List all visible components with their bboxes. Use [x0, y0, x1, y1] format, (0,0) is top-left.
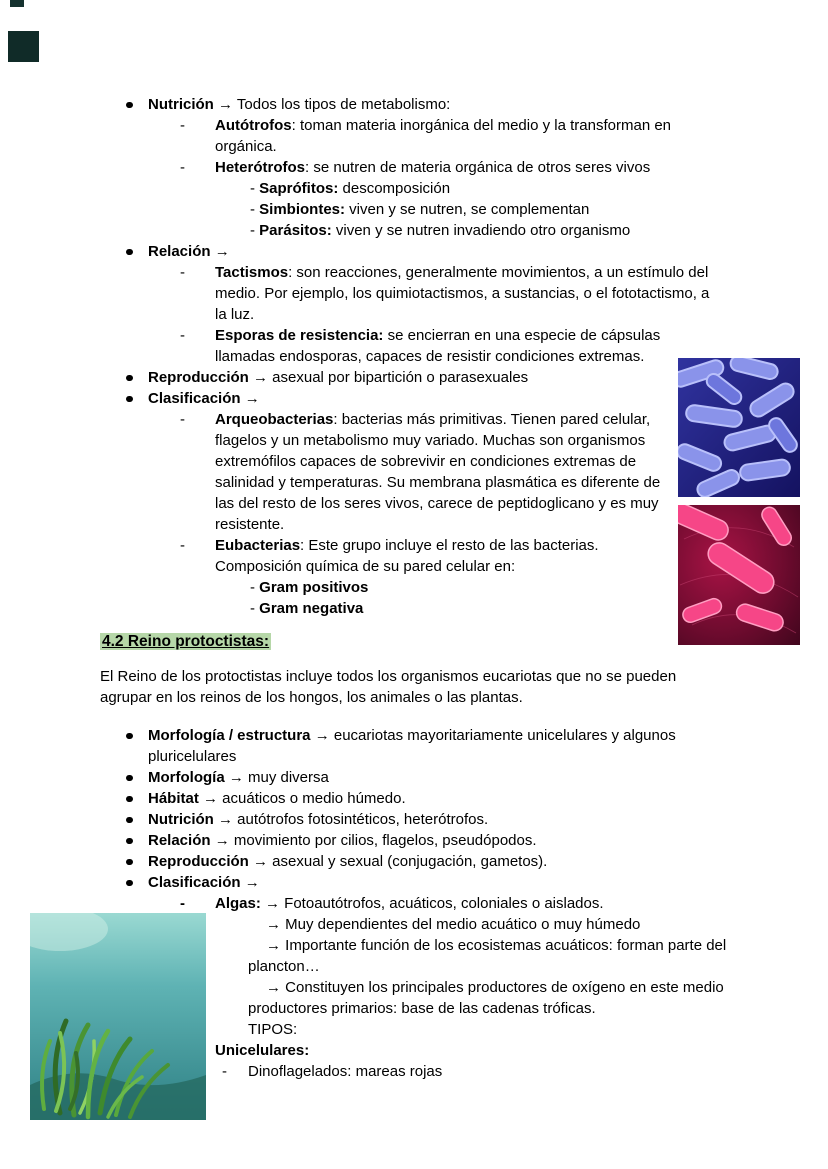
item-term: Saprófitos: — [259, 180, 339, 197]
bullet-icon — [126, 725, 148, 739]
bullet-icon — [126, 241, 148, 255]
item-term: Reproducción — [148, 853, 249, 870]
bullet-item-nutricion — [100, 94, 730, 115]
item-text — [148, 809, 488, 830]
item-desc: : bacterias más primitivas. Tienen pared celular, flagelos y un metabolismo muy variado. Muchas son organismos extremófilos capaces de sobrevivir en condiciones extremas de salinidad y temperaturas. Su membrana plasmática es diferente de las del resto de los seres vivos, carece de peptidoglicano y es muy resistente. — [215, 411, 661, 533]
item-desc: → Todos los tipos de metabolismo: — [213, 96, 451, 113]
bullet-dot-icon — [126, 733, 133, 740]
section-heading-row — [100, 631, 730, 652]
item-term: Morfología — [148, 769, 225, 786]
algas-line: → Muy dependientes del medio acuático o muy húmedo — [266, 916, 641, 933]
bacteria-micrograph-pink — [678, 505, 800, 645]
algas-line: → Importante función de los ecosistemas acuáticos: forman parte del plancton… — [248, 937, 727, 975]
item-desc: → Fotoautótrofos, acuáticos, coloniales o aislados. — [260, 895, 604, 912]
item-term: Tactismos — [215, 264, 289, 281]
item-term: Eubacterias — [215, 537, 301, 554]
item-term: Gram positivos — [259, 579, 369, 596]
dash-item-arqueobacterias — [100, 409, 730, 535]
dash-icon: - — [180, 895, 185, 912]
item-text — [215, 893, 604, 914]
item-term: Heterótrofos — [215, 159, 306, 176]
bullet-item-reproduccion-2 — [100, 851, 730, 872]
bullet-dot-icon — [126, 859, 133, 866]
item-text — [215, 157, 650, 178]
bullet-dot-icon — [126, 249, 133, 256]
item-text — [148, 241, 230, 262]
dash-icon: - — [180, 264, 185, 281]
item-term: Algas: — [215, 895, 261, 912]
item-text — [148, 767, 329, 788]
item-text — [148, 830, 537, 851]
item-desc: → asexual y sexual (conjugación, gametos). — [248, 853, 548, 870]
dash-item-tactismos — [100, 262, 730, 325]
item-text — [148, 872, 260, 893]
sub-item-gram-positivos — [100, 577, 730, 598]
item-desc: → acuáticos o medio húmedo. — [198, 790, 406, 807]
item-desc: se encierran en una especie de cápsulas llamadas endosporas, capaces de resistir condiciones extremas. — [215, 327, 661, 365]
item-desc: → — [210, 243, 230, 260]
bacteria-micrograph-blue — [678, 358, 800, 497]
bullet-icon — [126, 788, 148, 802]
bullet-item-morfologia — [100, 767, 730, 788]
item-prefix: - — [250, 201, 260, 218]
item-term: Parásitos: — [259, 222, 332, 239]
bullet-icon — [126, 388, 148, 402]
corner-mark-top — [10, 0, 24, 7]
bullet-item-nutricion-2 — [100, 809, 730, 830]
item-text — [215, 409, 663, 535]
dash-item-heterotrofos — [100, 157, 730, 178]
algas-line: → Constituyen los principales productores de oxígeno en este medio productores primarios: base de las cadenas tróficas. — [248, 979, 724, 1017]
item-text — [215, 325, 720, 367]
item-text — [148, 788, 406, 809]
bullet-item-relacion — [100, 241, 730, 262]
bullet-item-habitat — [100, 788, 730, 809]
sub-item-simbiontes — [100, 199, 730, 220]
dash-icon: - — [180, 537, 185, 554]
item-prefix: - — [250, 579, 260, 596]
bullet-icon — [126, 809, 148, 823]
item-term: Simbiontes: — [259, 201, 346, 218]
item-desc: descomposición — [338, 180, 451, 197]
item-desc: viven y se nutren invadiendo otro organismo — [331, 222, 631, 239]
underwater-algae-photo — [30, 913, 206, 1120]
dash-icon: - — [180, 327, 185, 344]
item-desc: → — [240, 874, 260, 891]
item-term: Relación — [148, 243, 211, 260]
item-desc: : se nutren de materia orgánica de otros seres vivos — [305, 159, 651, 176]
bullet-dot-icon — [126, 102, 133, 109]
dash-item-autotrofos — [100, 115, 730, 157]
bullet-dot-icon — [126, 775, 133, 782]
bullet-dot-icon — [126, 396, 133, 403]
bullet-icon — [126, 851, 148, 865]
item-term: Clasificación — [148, 874, 241, 891]
item-desc: → — [240, 390, 260, 407]
item-term: Autótrofos — [215, 117, 292, 134]
item-desc: : toman materia inorgánica del medio y la transforman en orgánica. — [215, 117, 672, 155]
item-text — [215, 535, 599, 577]
unicelulares-label: Unicelulares: — [215, 1042, 310, 1059]
section-heading: 4.2 Reino protoctistas: — [102, 633, 270, 650]
sub-item-parasitos — [100, 220, 730, 241]
item-text — [215, 262, 720, 325]
bullet-dot-icon — [126, 375, 133, 382]
item-term: Esporas de resistencia: — [215, 327, 384, 344]
item-desc: : son reacciones, generalmente movimientos, a un estímulo del medio. Por ejemplo, los quimiotactismos, a sustancias, o el fototactismo, a la luz. — [215, 264, 710, 323]
item-text — [148, 94, 450, 115]
bullet-dot-icon — [126, 796, 133, 803]
item-text — [148, 851, 547, 872]
section-intro-paragraph: El Reino de los protoctistas incluye todos los organismos eucariotas que no se pueden agrupar en los reinos de los hongos, los animales o las plantas. — [100, 668, 677, 706]
item-desc: → eucariotas mayoritariamente unicelulares y algunos pluricelulares — [148, 727, 676, 765]
bullet-item-clasificacion — [100, 388, 730, 409]
bullet-item-relacion-2 — [100, 830, 730, 851]
dash-item-eubacterias — [100, 535, 730, 577]
item-desc: → movimiento por cilios, flagelos, pseudópodos. — [210, 832, 537, 849]
dash-icon: - — [222, 1063, 227, 1080]
bullet-dot-icon — [126, 838, 133, 845]
algas-detail-lines — [248, 914, 748, 1040]
item-text — [148, 367, 528, 388]
item-text: Dinoflagelados: mareas rojas — [248, 1063, 443, 1080]
item-term: Reproducción — [148, 369, 249, 386]
item-term: Gram negativa — [259, 600, 364, 617]
item-text — [148, 725, 730, 767]
item-desc-line2: Composición química de su pared celular en: — [215, 558, 516, 575]
bullet-item-reproduccion — [100, 367, 730, 388]
item-term: Nutrición — [148, 811, 214, 828]
item-term: Arqueobacterias — [215, 411, 334, 428]
item-term: Nutrición — [148, 96, 214, 113]
item-desc: → autótrofos fotosintéticos, heterótrofos. — [213, 811, 489, 828]
corner-mark-square — [8, 31, 39, 62]
dash-icon: - — [180, 411, 185, 428]
item-desc: → muy diversa — [224, 769, 329, 786]
sub-item-saprofitos — [100, 178, 730, 199]
item-desc: viven y se nutren, se complementan — [345, 201, 590, 218]
item-term: Hábitat — [148, 790, 199, 807]
bullet-item-clasificacion-2 — [100, 872, 730, 893]
bullet-dot-icon — [126, 880, 133, 887]
algas-tipos-label: TIPOS: — [248, 1021, 298, 1038]
item-prefix: - — [250, 222, 260, 239]
item-prefix: - — [250, 180, 260, 197]
dash-item-esporas — [100, 325, 730, 367]
bullet-icon — [126, 830, 148, 844]
bullet-icon — [126, 767, 148, 781]
sub-item-gram-negativa — [100, 598, 730, 619]
dash-item-algas — [100, 893, 730, 914]
bullet-icon — [126, 94, 148, 108]
dash-icon: - — [180, 159, 185, 176]
item-term: Relación — [148, 832, 211, 849]
item-desc: → asexual por bipartición o parasexuales — [248, 369, 529, 386]
bullet-dot-icon — [126, 817, 133, 824]
bullet-icon — [126, 367, 148, 381]
bullet-icon — [126, 872, 148, 886]
item-desc: : Este grupo incluye el resto de las bacterias. — [300, 537, 599, 554]
item-term: Clasificación — [148, 390, 241, 407]
item-prefix: - — [250, 600, 260, 617]
bullet-item-morfologia-estructura — [100, 725, 730, 767]
dash-icon: - — [180, 117, 185, 134]
item-text — [148, 388, 260, 409]
item-term: Morfología / estructura — [148, 727, 311, 744]
item-text — [215, 115, 720, 157]
